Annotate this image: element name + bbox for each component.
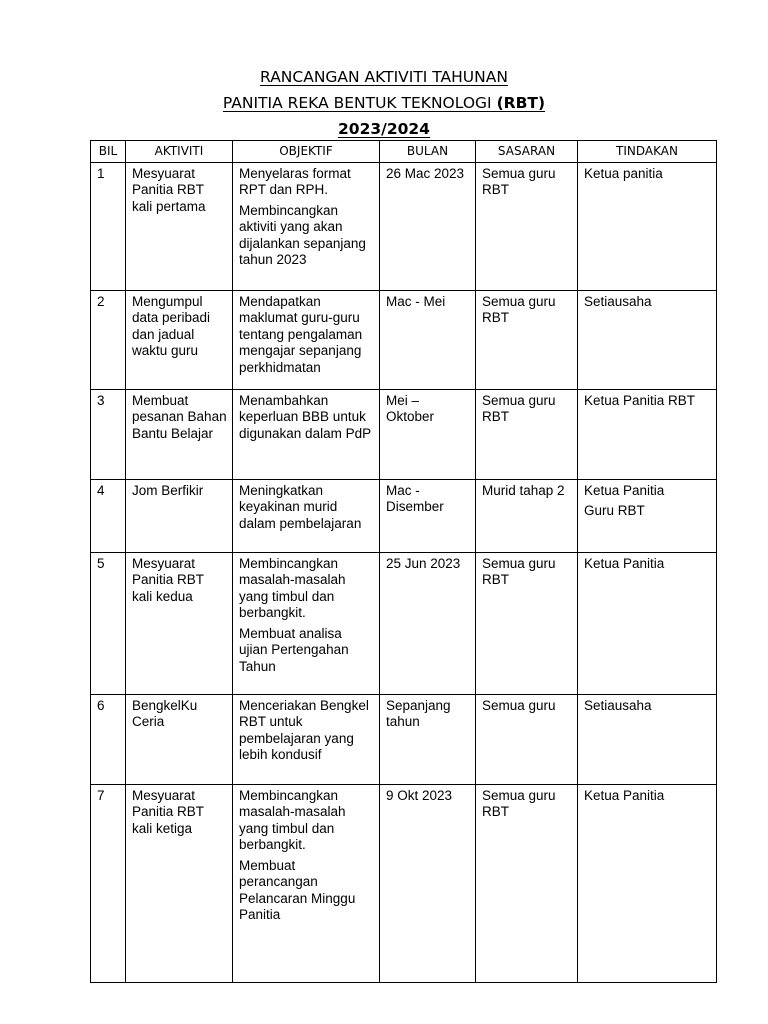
cell-sasaran: Semua guru RBT [476, 162, 578, 290]
table-header-row [91, 141, 717, 163]
objektif-text: Membincangkan masalah-masalah yang timbul dan berbangkit. [239, 555, 346, 620]
objektif-text: Menambahkan keperluan BBB untuk digunakan dalam PdP [239, 392, 372, 441]
tindakan-text: Ketua Panitia RBT [584, 392, 696, 408]
tindakan-text: Setiausaha [584, 697, 652, 713]
cell-tindakan [578, 784, 717, 982]
table-row [91, 389, 717, 479]
title-line-1: RANCANGAN AKTIVITI TAHUNAN [260, 68, 508, 86]
objektif-text: Membuat analisa ujian Pertengahan Tahun [239, 625, 349, 674]
objektif-text: Membuat perancangan Pelancaran Minggu Panitia [239, 857, 356, 922]
cell-objektif [233, 552, 380, 694]
cell-objektif [233, 694, 380, 784]
cell-tindakan [578, 552, 717, 694]
objektif-text: Membincangkan aktiviti yang akan dijalankan sepanjang tahun 2023 [239, 202, 366, 267]
cell-bulan: Mac - Mei [380, 290, 476, 389]
document-title [0, 64, 768, 142]
cell-bil: 2 [91, 290, 126, 389]
cell-objektif [233, 290, 380, 389]
tindakan-text: Ketua panitia [584, 165, 663, 181]
table-row [91, 290, 717, 389]
cell-tindakan [578, 389, 717, 479]
cell-objektif [233, 479, 380, 552]
column-header-bulan: BULAN [380, 141, 476, 163]
cell-bil: 7 [91, 784, 126, 982]
column-header-aktiviti: AKTIVITI [126, 141, 233, 163]
cell-bil: 6 [91, 694, 126, 784]
cell-sasaran: Semua guru RBT [476, 552, 578, 694]
cell-bil: 5 [91, 552, 126, 694]
column-header-bil: BIL [91, 141, 126, 163]
table-row [91, 694, 717, 784]
cell-tindakan [578, 162, 717, 290]
cell-objektif [233, 389, 380, 479]
cell-aktiviti: Mengumpul data peribadi dan jadual waktu guru [126, 290, 233, 389]
cell-aktiviti: Membuat pesanan Bahan Bantu Belajar [126, 389, 233, 479]
cell-bil: 3 [91, 389, 126, 479]
cell-bil: 4 [91, 479, 126, 552]
cell-sasaran: Semua guru [476, 694, 578, 784]
cell-objektif [233, 784, 380, 982]
cell-bulan: Mei – Oktober [380, 389, 476, 479]
tindakan-text: Ketua Panitia [584, 482, 665, 498]
table-row [91, 479, 717, 552]
cell-tindakan [578, 479, 717, 552]
title-emphasis: (RBT) [496, 94, 546, 112]
cell-bil: 1 [91, 162, 126, 290]
table-row [91, 162, 717, 290]
title-line-3: 2023/2024 [338, 120, 430, 138]
tindakan-text: Ketua Panitia [584, 787, 665, 803]
cell-aktiviti: BengkelKu Ceria [126, 694, 233, 784]
column-header-tindakan: TINDAKAN [578, 141, 717, 163]
objektif-text: Membincangkan masalah-masalah yang timbul dan berbangkit. [239, 787, 346, 852]
cell-aktiviti: Mesyuarat Panitia RBT kali kedua [126, 552, 233, 694]
objektif-text: Menceriakan Bengkel RBT untuk pembelajaran yang lebih kondusif [239, 697, 369, 762]
column-header-objektif: OBJEKTIF [233, 141, 380, 163]
cell-sasaran: Semua guru RBT [476, 290, 578, 389]
cell-aktiviti: Mesyuarat Panitia RBT kali ketiga [126, 784, 233, 982]
cell-aktiviti: Jom Berfikir [126, 479, 233, 552]
cell-bulan: 26 Mac 2023 [380, 162, 476, 290]
cell-bulan: Sepanjang tahun [380, 694, 476, 784]
cell-tindakan [578, 290, 717, 389]
tindakan-text: Ketua Panitia [584, 555, 665, 571]
table-row [91, 784, 717, 982]
objektif-text: Menyelaras format RPT dan RPH. [239, 165, 351, 197]
activity-plan-table [90, 140, 717, 983]
cell-sasaran: Semua guru RBT [476, 784, 578, 982]
cell-sasaran: Murid tahap 2 [476, 479, 578, 552]
cell-tindakan [578, 694, 717, 784]
tindakan-text: Setiausaha [584, 293, 652, 309]
table-row [91, 552, 717, 694]
title-line-2: PANITIA REKA BENTUK TEKNOLOGI (RBT) [222, 94, 546, 112]
objektif-text: Mendapatkan maklumat guru-guru tentang pengalaman mengajar sepanjang perkhidmatan [239, 293, 363, 375]
column-header-sasaran: SASARAN [476, 141, 578, 163]
cell-bulan: 9 Okt 2023 [380, 784, 476, 982]
tindakan-text: Guru RBT [584, 503, 645, 518]
cell-objektif [233, 162, 380, 290]
cell-sasaran: Semua guru RBT [476, 389, 578, 479]
cell-bulan: 25 Jun 2023 [380, 552, 476, 694]
cell-bulan: Mac - Disember [380, 479, 476, 552]
cell-aktiviti: Mesyuarat Panitia RBT kali pertama [126, 162, 233, 290]
objektif-text: Meningkatkan keyakinan murid dalam pembelajaran [239, 482, 362, 531]
